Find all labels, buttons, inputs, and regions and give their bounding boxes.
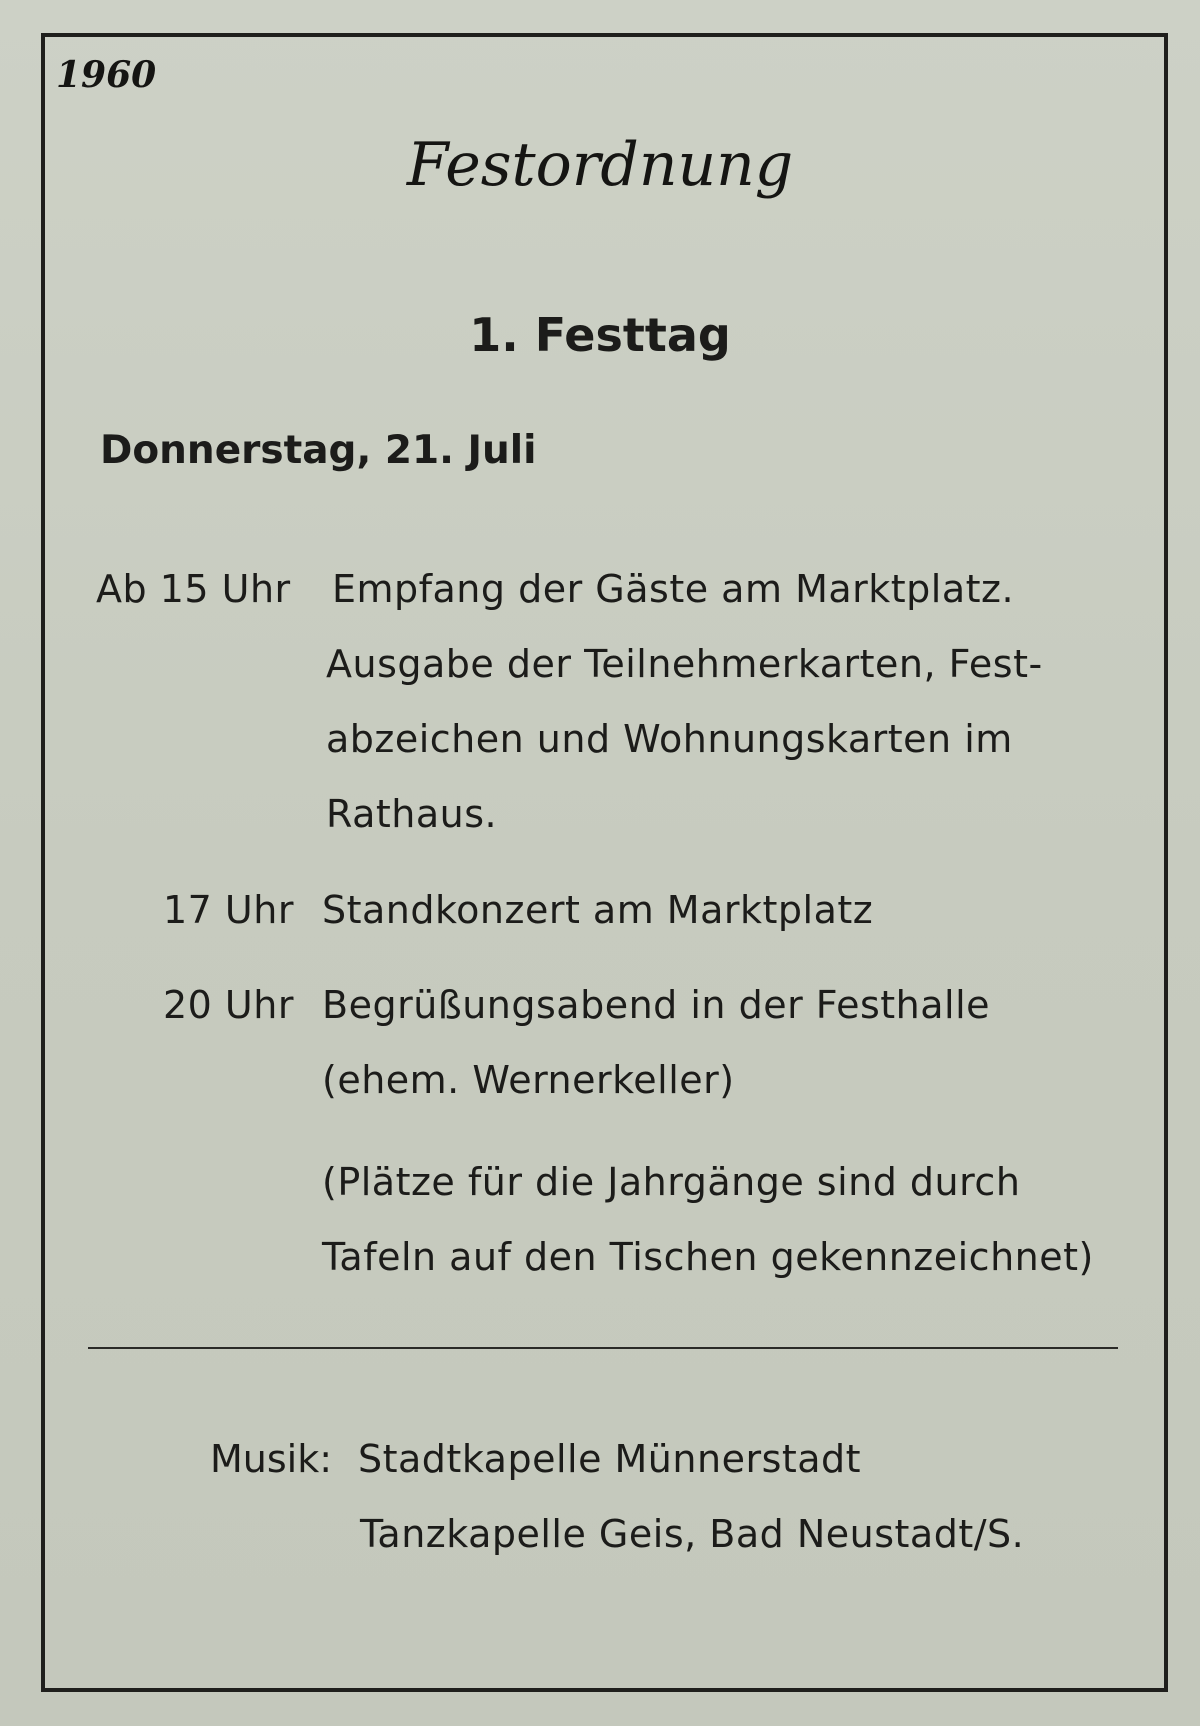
schedule-line: (ehem. Wernerkeller) — [322, 1058, 735, 1102]
section-divider — [88, 1347, 1118, 1349]
music-band: Tanzkapelle Geis, Bad Neustadt/S. — [360, 1512, 1025, 1556]
schedule-line: (Plätze für die Jahrgänge sind durch — [322, 1160, 1021, 1204]
schedule-line: Empfang der Gäste am Marktplatz. — [332, 567, 1015, 611]
schedule-line: Standkonzert am Marktplatz — [322, 888, 874, 932]
music-band: Stadtkapelle Münnerstadt — [358, 1437, 862, 1481]
schedule-line: Tafeln auf den Tischen gekennzeichnet) — [322, 1235, 1094, 1279]
schedule-line: Rathaus. — [326, 792, 498, 836]
schedule-line: Ausgabe der Teilnehmerkarten, Fest- — [326, 642, 1043, 686]
date-heading: Donnerstag, 21. Juli — [100, 428, 537, 473]
day-heading: 1. Festtag — [469, 308, 731, 362]
schedule-line: abzeichen und Wohnungskarten im — [326, 717, 1013, 761]
schedule-time-2: 17 Uhr — [163, 888, 294, 932]
page-title: Festordnung — [406, 130, 794, 200]
schedule-line: Begrüßungsabend in der Festhalle — [322, 983, 991, 1027]
music-label: Musik: — [210, 1437, 333, 1481]
schedule-time-3: 20 Uhr — [163, 983, 294, 1027]
year-label: 1960 — [56, 54, 157, 96]
schedule-time-1: Ab 15 Uhr — [96, 567, 291, 611]
